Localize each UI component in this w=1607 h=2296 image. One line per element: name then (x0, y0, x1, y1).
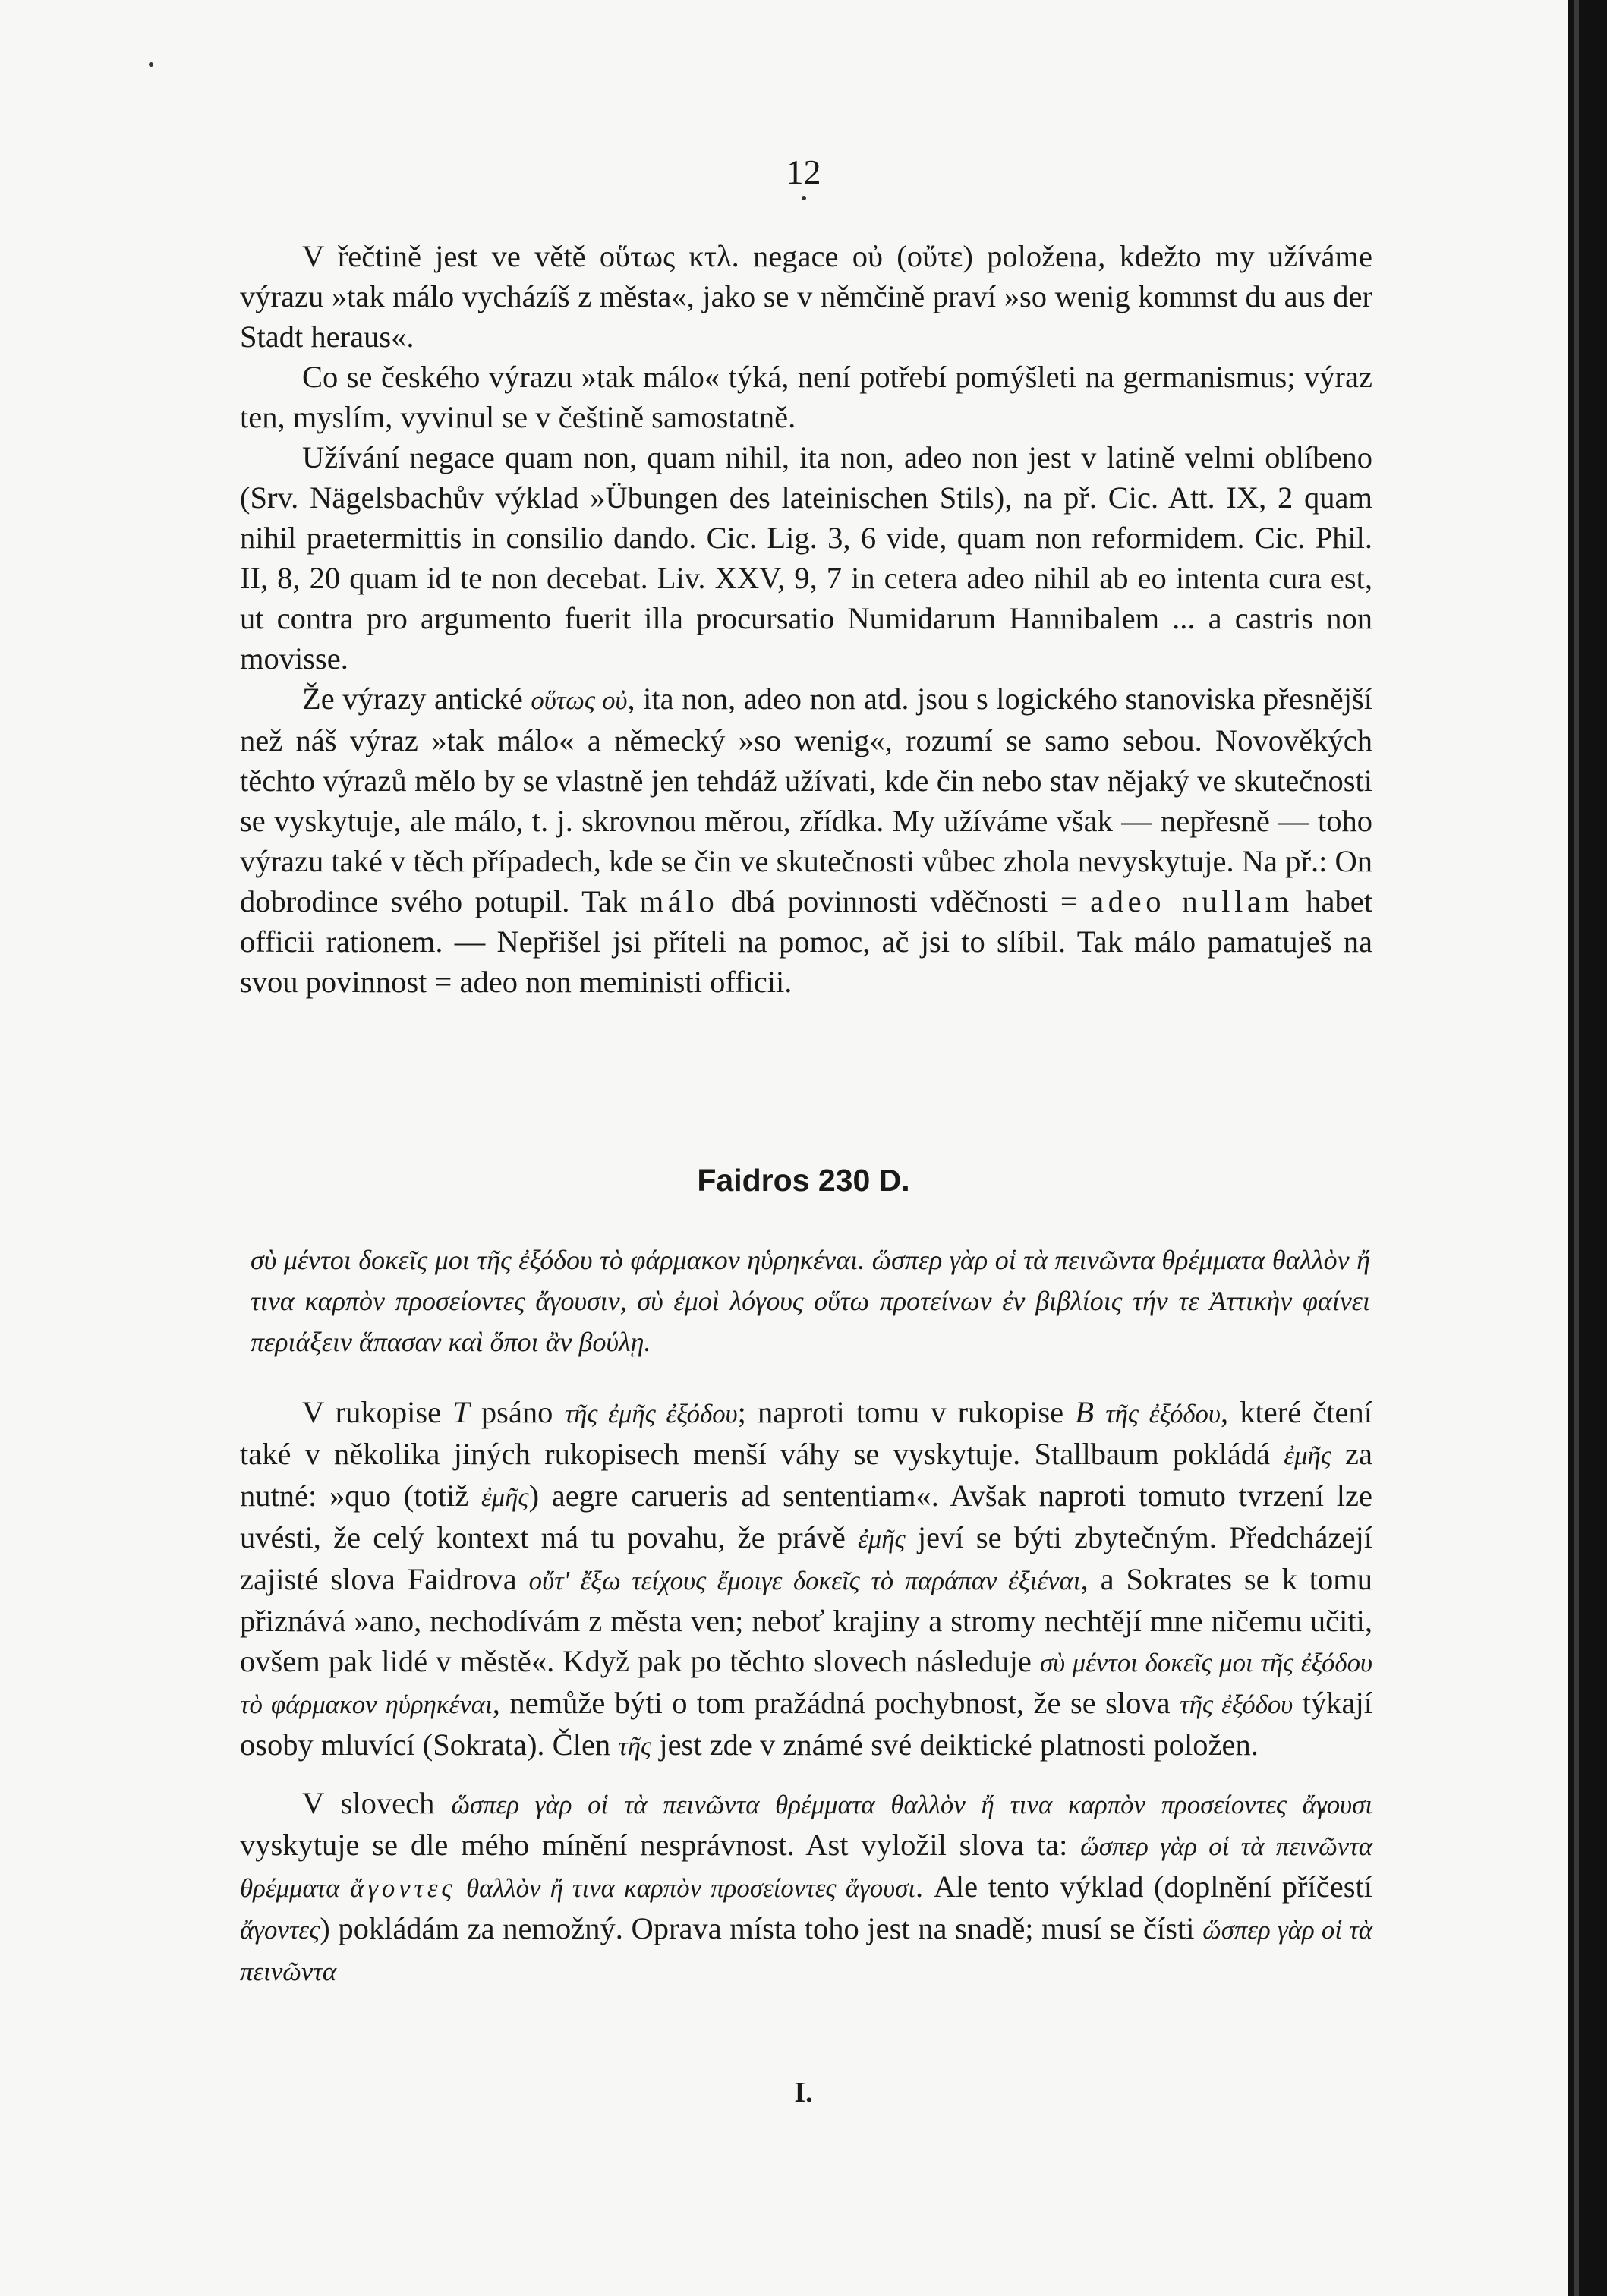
text-run: týkají osoby mluvící (Sokrata). Člen (240, 1686, 1373, 1762)
greek-phrase: ὥσπερ γὰρ οἱ τὰ πεινῶντα θρέμματα (240, 1831, 1372, 1903)
text-run: za nutné: »quo (totiž (240, 1437, 1372, 1513)
greek-phrase: ἄγοντες (240, 1915, 320, 1945)
scan-edge-strip (1574, 0, 1579, 2296)
text-run: Že výrazy antické (302, 682, 531, 716)
greek-phrase: τῆς (618, 1731, 652, 1761)
text-run: ) pokládám za nemožný. Oprava místa toho jest na snadě; musí se čísti (320, 1911, 1203, 1945)
greek-phrase: ἐμῆς (1284, 1441, 1331, 1470)
text-run: vyskytuje se dle mého mínění nesprávnost. Ast vyložil slova ta: (240, 1828, 1081, 1862)
text-run: , a Sokrates se k tomu přiznává »ano, nechodívám z města ven; neboť krajiny a stromy nechtějí mne ničemu učiti, ovšem pak lidé v městě«. Když pak po těchto slovech následuje (240, 1562, 1373, 1678)
text-run: dbá povinnosti vděčnosti = (718, 884, 1091, 918)
greek-phrase: τῆς ἐξόδου (1180, 1690, 1293, 1719)
speck-mark (149, 62, 153, 67)
greek-phrase: τῆς ἐμῆς ἐξόδου (564, 1399, 738, 1428)
greek-phrase: ὥσπερ γὰρ οἱ τὰ πεινῶντα (240, 1915, 1372, 1986)
page-number: 12 (786, 153, 821, 191)
text-run: , nemůže býti o tom pražádná pochybnost, že se slova (492, 1686, 1180, 1720)
paragraph: Užívání negace quam non, quam nihil, ita non, adeo non jest v latině velmi oblíbeno (Srv. Nägelsbachův výklad »Übungen des lateinischen Stils), na př. Cic. Att. IX, 2 quam nihil praetermittis in consilio dando. Cic. Lig. 3, 6 vide, quam non reformidem. Cic. Phil. II, 8, 20 quam id te non decebat. Liv. XXV, 9, 7 in cetera adeo nihil ab eo intenta cura est, ut contra pro argumento fuerit illa procursatio Numidarum Hannibalem ... a castris non movisse. (240, 440, 1372, 676)
text-run: ) aegre carueris ad sententiam«. Avšak naproti tomuto tvrzení lze uvésti, že celý kontext má tu povahu, že právě (240, 1479, 1372, 1554)
manuscript-siglum: B (1075, 1395, 1095, 1429)
body-text-section-2 (240, 1392, 1372, 1992)
body-text-section-1 (240, 236, 1372, 1002)
speck-mark (802, 196, 806, 200)
greek-phrase: ἐμῆς (481, 1482, 529, 1512)
scan-edge-border (1568, 0, 1607, 2296)
greek-spaced-emphasis: ἄγοντες (350, 1873, 456, 1903)
text-run: V slovech (302, 1786, 452, 1820)
text-run: . Ale tento výklad (doplnění příčestí (915, 1869, 1373, 1904)
text-run: , ita non, adeo non atd. jsou s logického stanoviska přesnější než náš výraz »tak málo« a německý »so wenig«, rozumí se samo sebou. Novověkých těchto výrazů mělo by se vlastně jen tehdáž užívati, kde čin nebo stav nějaký ve skutečnosti se vyskytuje, ale málo, t. j. skrovnou měrou, zřídka. My užíváme však — nepřesně — toho výrazu také v těch případech, kde se čin ve skutečnosti vůbec zhola nevyskytuje. Na př.: On dobrodince svého potupil. Tak (240, 682, 1372, 918)
greek-phrase: οὔτ' ἔξω τείχους ἔμοιγε δοκεῖς τὸ παράπαν ἐξιέναι (528, 1566, 1081, 1595)
greek-phrase: οὕτως οὐ (531, 685, 628, 715)
greek-phrase: σὺ μέντοι δοκεῖς μοι τῆς ἐξόδου τὸ φάρμακον ηὑρηκέναι (240, 1648, 1372, 1719)
greek-quotation: σὺ μέντοι δοκεῖς μοι τῆς ἐξόδου τὸ φάρμακον ηὑρηκέναι. ὥσπερ γὰρ οἱ τὰ πεινῶντα θρέμματα θαλλὸν ἤ τινα καρπὸν προσείοντες ἄγουσιν, σὺ ἐμοὶ λόγους οὕτω προτείνων ἐν βιβλίοις τήν τε Ἀττικὴν φαίνει περιάξειν ἅπασαν καὶ ὅποι ἂν βούλῃ. (251, 1245, 1370, 1357)
paragraph (240, 679, 1372, 1002)
paragraph: V řečtině jest ve větě οὕτως κτλ. negace οὐ (οὔτε) položena, kdežto my užíváme výrazu »tak málo vycházíš z města«, jako se v němčině praví »so wenig kommst du aus der Stadt heraus«. (240, 239, 1372, 354)
section-heading: Faidros 230 D. (697, 1163, 910, 1198)
text-run: jest zde v známé své deiktické platnosti položen. (651, 1728, 1259, 1762)
text-run (1094, 1395, 1105, 1429)
signature-mark: I. (794, 2077, 813, 2109)
greek-phrase: ὥσπερ γὰρ οἱ τὰ πεινῶντα θρέμματα θαλλὸν ἤ τινα καρπὸν προσείοντες ἄγουσι (451, 1790, 1372, 1819)
greek-phrase: τῆς ἐξόδου (1105, 1399, 1221, 1428)
text-run: , které čtení také v několika jiných rukopisech menší váhy se vyskytuje. Stallbaum pokládá (240, 1395, 1373, 1471)
greek-phrase: ἐμῆς (858, 1524, 906, 1554)
text-run: habet officii rationem. — Nepřišel jsi příteli na pomoc, ač jsi to slíbil. Tak málo pamatuješ na svou povinnost = adeo non meministi officii. (240, 884, 1372, 999)
text-run: psáno (469, 1395, 565, 1429)
text-run: ; naproti tomu v rukopise (737, 1395, 1076, 1429)
text-run: V rukopise (302, 1395, 453, 1429)
spaced-emphasis: adeo nullam (1090, 884, 1293, 918)
paragraph (240, 1392, 1372, 1766)
paragraph: Co se českého výrazu »tak málo« týká, není potřebí pomýšleti na germanismus; výraz ten, myslím, vyvinul se v češtině samostatně. (240, 360, 1372, 434)
text-run: jeví se býti zbytečným. Předcházejí zajisté slova Faidrova (240, 1520, 1372, 1596)
manuscript-siglum: T (452, 1395, 470, 1429)
spaced-emphasis: málo (639, 884, 719, 918)
greek-phrase: θαλλὸν ἤ τινα καρπὸν προσείοντες ἄγουσι (466, 1873, 915, 1903)
paragraph (240, 1783, 1372, 1992)
